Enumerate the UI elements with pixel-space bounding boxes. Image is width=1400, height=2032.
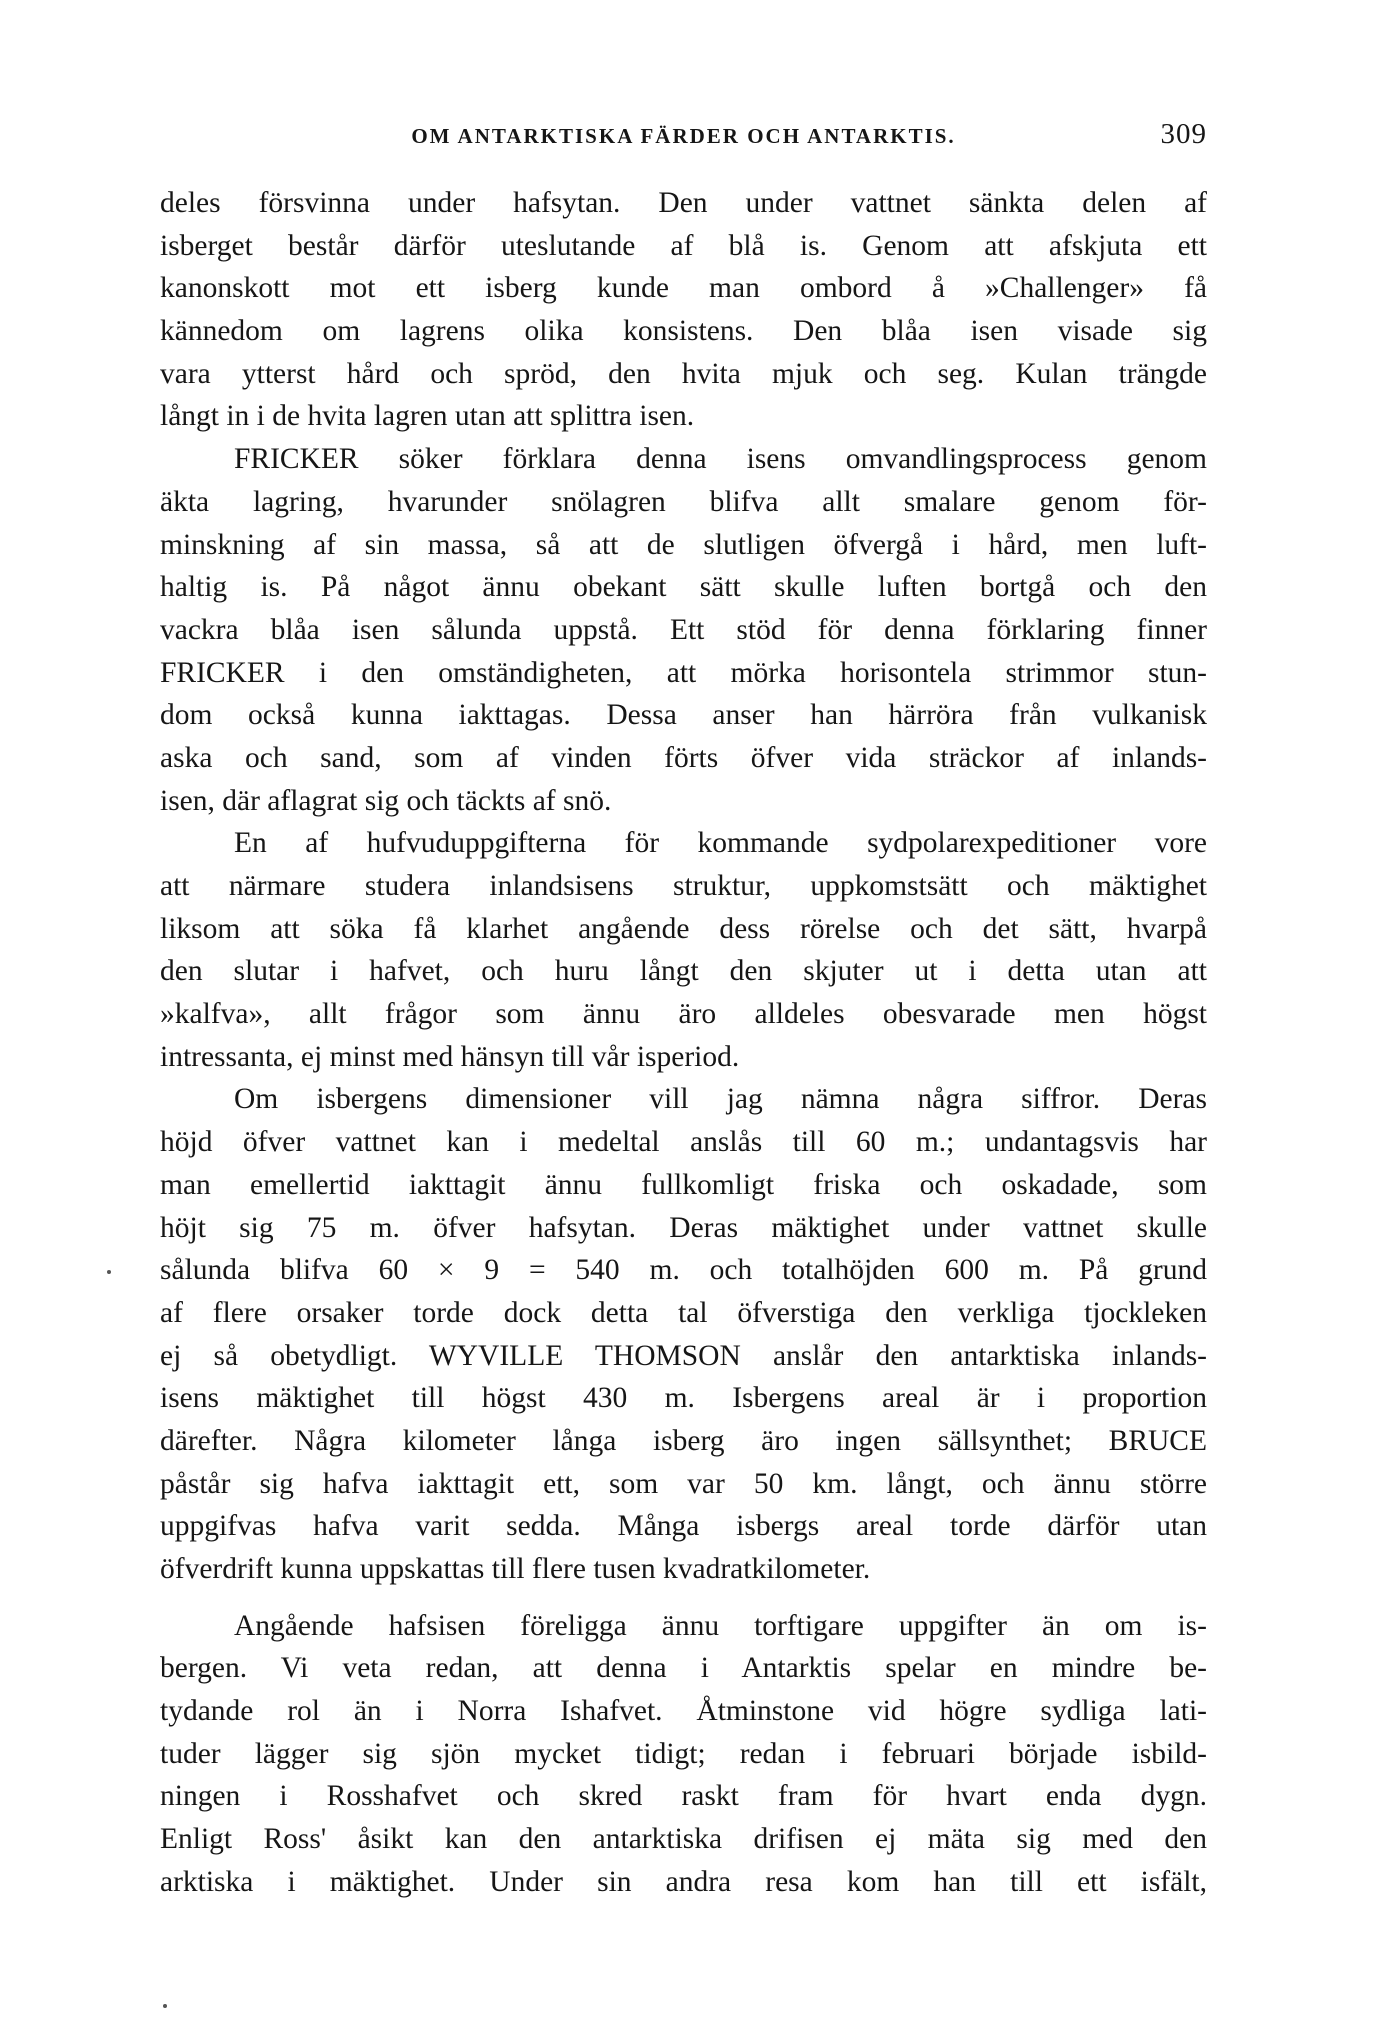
text-line: bergen. Vi veta redan, att denna i Antarktis spelar en mindre be- bbox=[160, 1652, 1207, 1685]
text-line: isberget består därför uteslutande af blå is. Genom att afskjuta ett bbox=[160, 229, 1207, 262]
text-line: höjd öfver vattnet kan i medeltal anslås till 60 m.; undantagsvis har bbox=[160, 1126, 1207, 1159]
text-line: tuder lägger sig sjön mycket tidigt; redan i februari började isbild- bbox=[160, 1737, 1207, 1770]
text-line: Angående hafsisen föreligga ännu torftigare uppgifter än om is- bbox=[234, 1609, 1207, 1642]
text-line: vackra blåa isen sålunda uppstå. Ett stöd för denna förklaring finner bbox=[160, 613, 1207, 646]
text-line: äkta lagring, hvarunder snölagren blifva allt smalare genom för- bbox=[160, 485, 1207, 518]
text-line: liksom att söka få klarhet angående dess rörelse och det sätt, hvarpå bbox=[160, 912, 1207, 945]
text-line: att närmare studera inlandsisens struktur, uppkomstsätt och mäktighet bbox=[160, 870, 1207, 902]
text-line: ningen i Rosshafvet och skred raskt fram för hvart enda dygn. bbox=[160, 1780, 1207, 1813]
text-line: därefter. Några kilometer långa isberg äro ingen sällsynthet; BRUCE bbox=[160, 1424, 1207, 1457]
running-header bbox=[160, 118, 1207, 158]
text-line: Om isbergens dimensioner vill jag nämna några siffror. Deras bbox=[234, 1083, 1207, 1116]
text-line: dom också kunna iakttagas. Dessa anser han härröra från vulkanisk bbox=[160, 699, 1207, 732]
text-line: haltig is. På något ännu obekant sätt skulle luften bortgå och den bbox=[160, 571, 1207, 604]
text-line: långt in i de hvita lagren utan att splittra isen. bbox=[160, 400, 695, 433]
text-line: Enligt Ross' åsikt kan den antarktiska drifisen ej mäta sig med den bbox=[160, 1823, 1207, 1856]
paragraph bbox=[160, 1078, 1207, 1590]
body-text bbox=[160, 182, 1207, 1904]
text-line: uppgifvas hafva varit sedda. Många isbergs areal torde därför utan bbox=[160, 1510, 1207, 1543]
text-line: minskning af sin massa, så att de slutligen öfvergå i hård, men luft- bbox=[160, 528, 1207, 561]
text-line: isen, där aflagrat sig och täckts af snö. bbox=[160, 784, 612, 817]
paragraph-gap bbox=[160, 1591, 1207, 1605]
paragraph bbox=[160, 822, 1207, 1078]
text-line: »kalfva», allt frågor som ännu äro alldeles obesvarade men högst bbox=[160, 998, 1207, 1031]
text-line: kanonskott mot ett isberg kunde man ombord å »Challenger» få bbox=[160, 272, 1207, 305]
text-line: sålunda blifva 60 × 9 = 540 m. och totalhöjden 600 m. På grund bbox=[160, 1254, 1207, 1287]
text-line: påstår sig hafva iakttagit ett, som var 50 km. långt, och ännu större bbox=[160, 1467, 1207, 1500]
paragraph bbox=[160, 438, 1207, 822]
text-line: deles försvinna under hafsytan. Den under vattnet sänkta delen af bbox=[160, 187, 1207, 219]
text-line: man emellertid iakttagit ännu fullkomligt friska och oskadade, som bbox=[160, 1168, 1207, 1201]
text-line: FRICKER i den omständigheten, att mörka horisontela strimmor stun- bbox=[160, 656, 1207, 689]
text-line: isens mäktighet till högst 430 m. Isbergens areal är i proportion bbox=[160, 1382, 1207, 1415]
text-line: intressanta, ej minst med hänsyn till vår isperiod. bbox=[160, 1040, 740, 1073]
text-line: aska och sand, som af vinden förts öfver vida sträckor af inlands- bbox=[160, 741, 1207, 774]
text-line: kännedom om lagrens olika konsistens. Den blåa isen visade sig bbox=[160, 315, 1207, 348]
text-line: En af hufvuduppgifterna för kommande sydpolarexpeditioner vore bbox=[234, 827, 1207, 860]
text-line: vara ytterst hård och spröd, den hvita mjuk och seg. Kulan trängde bbox=[160, 357, 1207, 390]
text-line: den slutar i hafvet, och huru långt den skjuter ut i detta utan att bbox=[160, 955, 1207, 988]
stray-mark bbox=[163, 2004, 167, 2008]
text-line: arktiska i mäktighet. Under sin andra resa kom han till ett isfält, bbox=[160, 1865, 1207, 1898]
text-line: tydande rol än i Norra Ishafvet. Åtminstone vid högre sydliga lati- bbox=[160, 1695, 1207, 1728]
text-line: höjt sig 75 m. öfver hafsytan. Deras mäktighet under vattnet skulle bbox=[160, 1211, 1207, 1244]
paragraph bbox=[160, 1605, 1207, 1904]
text-line: öfverdrift kunna uppskattas till flere tusen kvadratkilometer. bbox=[160, 1553, 871, 1585]
stray-mark bbox=[107, 1270, 111, 1274]
running-title: OM ANTARKTISKA FÄRDER OCH ANTARKTIS. bbox=[411, 124, 956, 148]
text-line: af flere orsaker torde dock detta tal öfverstiga den verkliga tjockleken bbox=[160, 1296, 1207, 1329]
text-line: FRICKER söker förklara denna isens omvandlingsprocess genom bbox=[234, 443, 1207, 476]
page-number: 309 bbox=[1160, 118, 1207, 150]
paragraph bbox=[160, 182, 1207, 438]
text-line: ej så obetydligt. WYVILLE THOMSON anslår den antarktiska inlands- bbox=[160, 1339, 1207, 1372]
